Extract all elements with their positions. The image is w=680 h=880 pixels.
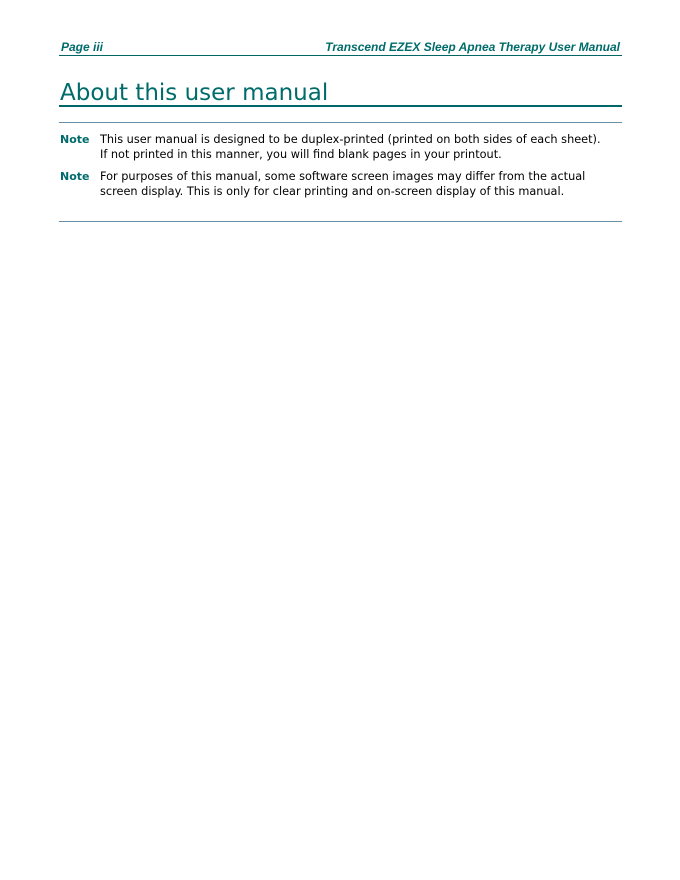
section-title: About this user manual xyxy=(59,79,622,107)
note-text: This user manual is designed to be duplex-printed (printed on both sides of each sheet). If not printed in this manner, you will find blank pages in your printout. xyxy=(100,133,601,162)
note-text: For purposes of this manual, some software screen images may differ from the actual screen display. This is only for clear printing and on-screen display of this manual. xyxy=(100,170,586,199)
notes-box xyxy=(59,122,622,222)
note-label: Note xyxy=(60,133,90,146)
page-header xyxy=(59,38,622,56)
running-header-title: Transcend EZEX Sleep Apnea Therapy User Manual xyxy=(325,40,620,54)
page-number: Page iii xyxy=(61,40,104,54)
note-label: Note xyxy=(60,170,90,183)
